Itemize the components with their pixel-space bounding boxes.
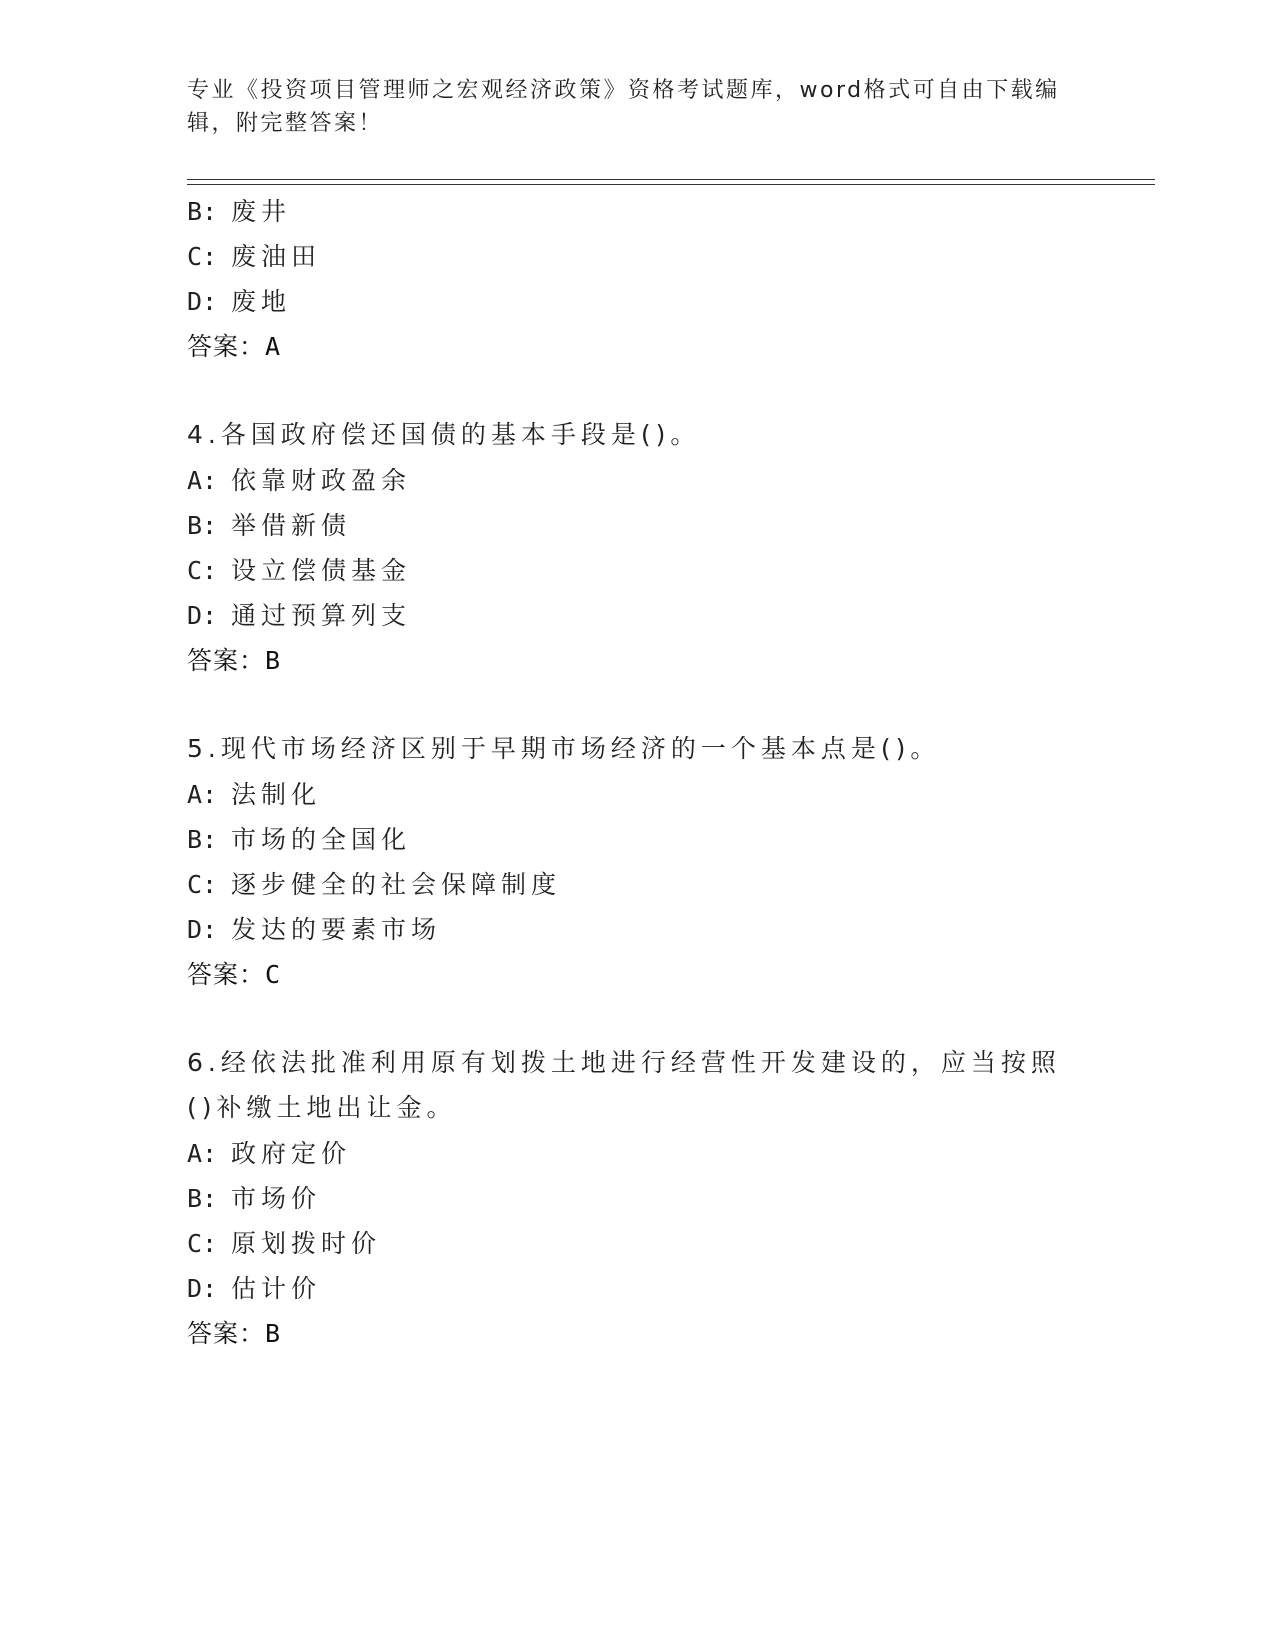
option-text: 通过预算列支 <box>231 601 412 630</box>
option-line <box>187 914 441 946</box>
option-text: 政府定价 <box>231 1139 352 1168</box>
header-rule-bottom <box>187 184 1155 185</box>
option-line <box>187 600 411 632</box>
option-text: 逐步健全的社会保障制度 <box>231 870 562 899</box>
option-label: A: <box>187 1139 218 1168</box>
option-text: 废油田 <box>231 242 322 271</box>
option-label: C: <box>187 1229 218 1258</box>
answer-label: 答案： <box>187 1319 266 1348</box>
option-text: 举借新债 <box>231 511 352 540</box>
answer-line <box>187 331 281 363</box>
option-line <box>187 1228 381 1260</box>
answer-line <box>187 645 281 677</box>
option-text: 发达的要素市场 <box>231 915 442 944</box>
option-text: 估计价 <box>231 1274 322 1303</box>
option-line <box>187 510 351 542</box>
option-line <box>187 1273 321 1305</box>
option-label: B: <box>187 825 218 854</box>
option-text: 废地 <box>231 287 292 316</box>
answer-line <box>187 959 281 991</box>
option-text: 市场的全国化 <box>231 825 412 854</box>
option-line <box>187 196 291 228</box>
option-text: 废井 <box>231 197 292 226</box>
answer-value: A <box>265 332 282 361</box>
option-line <box>187 555 411 587</box>
option-label: C: <box>187 242 218 271</box>
option-label: D: <box>187 915 218 944</box>
answer-label: 答案： <box>187 332 266 361</box>
option-label: D: <box>187 601 218 630</box>
answer-label: 答案： <box>187 960 266 989</box>
option-line <box>187 824 411 856</box>
document-header: 专业《投资项目管理师之宏观经济政策》资格考试题库，word格式可自由下载编辑，附完整答案！ <box>187 78 1060 136</box>
answer-value: C <box>265 960 282 989</box>
answer-line <box>187 1318 281 1350</box>
question-stem: 5.现代市场经济区别于早期市场经济的一个基本点是()。 <box>187 734 941 763</box>
option-text: 设立偿债基金 <box>231 556 412 585</box>
option-label: D: <box>187 287 218 316</box>
option-label: C: <box>187 870 218 899</box>
option-text: 原划拨时价 <box>231 1229 382 1258</box>
option-line <box>187 465 411 497</box>
option-label: B: <box>187 1184 218 1213</box>
answer-value: B <box>265 646 282 675</box>
header-rule-top <box>187 179 1155 180</box>
option-line <box>187 241 321 273</box>
answer-label: 答案： <box>187 646 266 675</box>
option-label: B: <box>187 511 218 540</box>
option-label: D: <box>187 1274 218 1303</box>
question-stem: 6.经依法批准利用原有划拨土地进行经营性开发建设的，应当按照()补缴土地出让金。 <box>187 1048 1061 1122</box>
option-line <box>187 286 291 318</box>
option-text: 依靠财政盈余 <box>231 466 412 495</box>
option-text: 法制化 <box>231 780 322 809</box>
question-stem: 4.各国政府偿还国债的基本手段是()。 <box>187 420 701 449</box>
option-text: 市场价 <box>231 1184 322 1213</box>
option-label: A: <box>187 466 218 495</box>
option-label: A: <box>187 780 218 809</box>
option-label: B: <box>187 197 218 226</box>
option-line <box>187 779 321 811</box>
answer-value: B <box>265 1319 282 1348</box>
option-line <box>187 1138 351 1170</box>
option-line <box>187 869 561 901</box>
option-line <box>187 1183 321 1215</box>
option-label: C: <box>187 556 218 585</box>
